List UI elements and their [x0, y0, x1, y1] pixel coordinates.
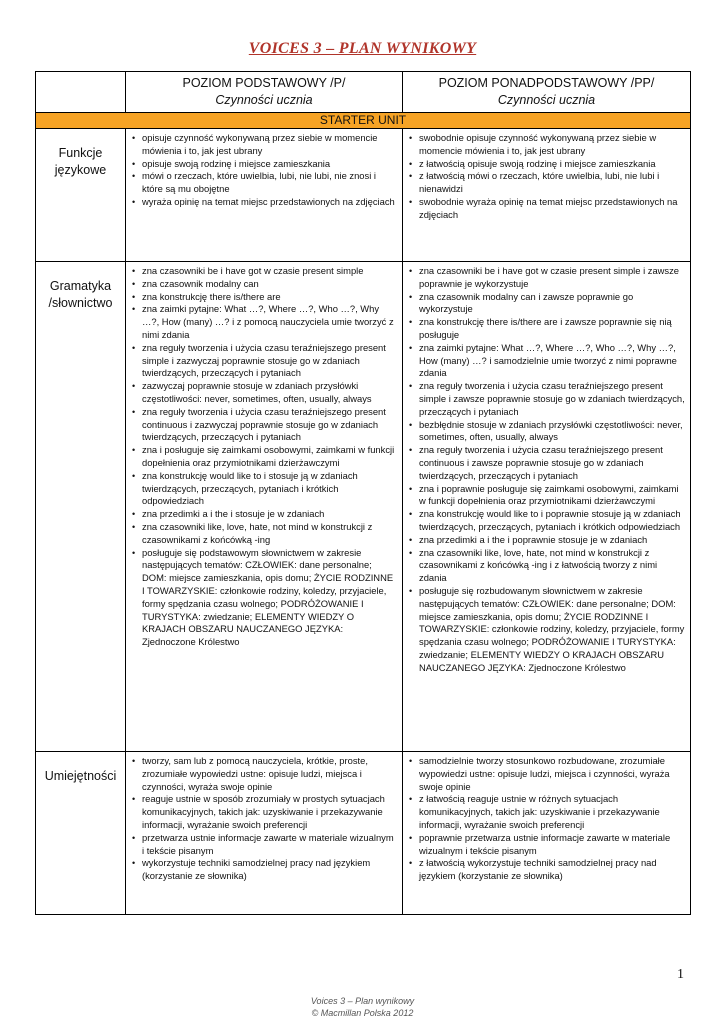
list-item: • swobodnie wyraża opinię na temat miejsc przedstawionych na zdjęciach: [419, 196, 686, 222]
table-row: [36, 129, 691, 262]
list-item: • zna przedimki a i the i poprawnie stosuje je w zdaniach: [419, 534, 686, 547]
basic-cell: [126, 752, 403, 915]
header-advanced-subtitle: Czynności ucznia: [497, 93, 596, 107]
table-row: [36, 752, 691, 915]
list-item: • zna i posługuje się zaimkami osobowymi, zaimkami w funkcji dopełnienia oraz przymiotnikami dzierżawczymi: [142, 444, 398, 470]
header-advanced-title: POZIOM PONADPODSTAWOWY /PP/: [438, 76, 655, 90]
list-item: • z łatwością reaguje ustnie w różnych sytuacjach komunikacyjnych, takich jak: uzyskiwanie i przekazywanie informacji, wyrażanie swoich preferencji: [419, 793, 686, 831]
bullet-list: [403, 752, 690, 887]
advanced-cell: [403, 129, 691, 262]
row-label-grammar: Gramatyka /słownictwo: [36, 262, 126, 752]
list-item: • z łatwością wykorzystuje techniki samodzielnej pracy nad językiem (korzystanie ze słownika): [419, 857, 686, 883]
bullet-list: [126, 752, 402, 887]
list-item: • wyraża opinię na temat miejsc przedstawionych na zdjęciach: [142, 196, 398, 209]
basic-cell: [126, 129, 403, 262]
unit-label: STARTER UNIT: [36, 113, 691, 129]
page-title: VOICES 3 – PLAN WYNIKOWY: [248, 40, 477, 57]
table-header-row: [36, 72, 691, 113]
list-item: • opisuje swoją rodzinę i miejsce zamieszkania: [142, 158, 398, 171]
list-item: • zna czasownik modalny can i zawsze poprawnie go wykorzystuje: [419, 291, 686, 317]
row-label-skills: Umiejętności: [36, 752, 126, 915]
list-item: • zna reguły tworzenia i użycia czasu teraźniejszego present simple i zawsze poprawnie stosuje go w zdaniach twierdzących, przeczących i pytaniach: [419, 380, 686, 418]
bullet-list: [126, 262, 402, 653]
list-item: • zna reguły tworzenia i użycia czasu teraźniejszego present simple i zazwyczaj poprawnie stosuje go w zdaniach twierdzących, przeczących i pytaniach: [142, 342, 398, 380]
list-item: • wykorzystuje techniki samodzielnej pracy nad językiem (korzystanie ze słownika): [142, 857, 398, 883]
page-number: 1: [677, 967, 684, 982]
list-item: • samodzielnie tworzy stosunkowo rozbudowane, zrozumiałe wypowiedzi ustne: opisuje ludzi, miejsca i czynności, wyraża swoje opinie: [419, 755, 686, 793]
list-item: • zna czasowniki like, love, hate, not mind w konstrukcji z czasownikami z końcówką -ing: [142, 521, 398, 547]
footer-line-1: Voices 3 – Plan wynikowy: [310, 996, 415, 1006]
row-label-functions: Funkcje językowe: [36, 129, 126, 262]
list-item: • zna czasowniki like, love, hate, not mind w konstrukcji z czasownikami z końcówką -ing i z łatwością tworzy z nimi zdania: [419, 547, 686, 585]
list-item: • zna konstrukcję would like to i poprawnie stosuje ją w zdaniach twierdzących, przeczących, pytaniach i krótkich odpowiedziach: [419, 508, 686, 534]
list-item: • zna przedimki a i the i stosuje je w zdaniach: [142, 508, 398, 521]
advanced-cell: [403, 262, 691, 752]
header-empty-cell: [36, 72, 126, 113]
footer: [0, 995, 725, 1019]
list-item: • posługuje się rozbudowanym słownictwem w zakresie następujących tematów: CZŁOWIEK: dane personalne; DOM: miejsce zamieszkania, opis domu; ŻYCIE RODZINNE I TOWARZYSKIE: członkowie rodziny, koledzy, przyjaciele, formy spędzania czasu wolnego; PODRÓŻOWANIE I TURYSTYKA: zwiedzanie; ELEMENTY WIEDZY O KRAJACH OBSZARU NAUCZANEGO JĘZYKA: Zjednoczone Królestwo: [419, 585, 686, 675]
header-basic-subtitle: Czynności ucznia: [215, 93, 313, 107]
list-item: • bezbłędnie stosuje w zdaniach przysłówki częstotliwości: never, sometimes, often, usually, always: [419, 419, 686, 445]
plan-table: [35, 71, 691, 915]
header-basic-title: POZIOM PODSTAWOWY /P/: [182, 76, 346, 90]
list-item: • z łatwością opisuje swoją rodzinę i miejsce zamieszkania: [419, 158, 686, 171]
table-row: [36, 262, 691, 752]
list-item: • z łatwością mówi o rzeczach, które uwielbia, lubi, nie lubi i nienawidzi: [419, 170, 686, 196]
list-item: • zna czasownik modalny can: [142, 278, 398, 291]
list-item: • mówi o rzeczach, które uwielbia, lubi, nie lubi, nie znosi i które są mu obojętne: [142, 170, 398, 196]
list-item: • zazwyczaj poprawnie stosuje w zdaniach przysłówki częstotliwości: never, sometimes, often, usually, always: [142, 380, 398, 406]
list-item: • zna konstrukcję would like to i stosuje ją w zdaniach twierdzących, przeczących, pytaniach i krótkich odpowiedziach: [142, 470, 398, 508]
list-item: • zna zaimki pytajne: What …?, Where …?, Who …?, Why …?, How (many) …? i z pomocą nauczyciela umie tworzyć z nimi zdania: [142, 303, 398, 341]
advanced-cell: [403, 752, 691, 915]
list-item: • zna konstrukcję there is/there are i zawsze poprawnie się nią posługuje: [419, 316, 686, 342]
list-item: • posługuje się podstawowym słownictwem w zakresie następujących tematów: CZŁOWIEK: dane personalne; DOM: miejsce zamieszkania, opis domu; ŻYCIE RODZINNE I TOWARZYSKIE: członkowie rodziny, koledzy, przyjaciele, formy spędzania czasu wolnego; PODRÓŻOWANIE I TURYSTYKA: zwiedzanie; ELEMENTY WIEDZY O KRAJACH OBSZARU NAUCZANEGO JĘZYKA: Zjednoczone Królestwo: [142, 547, 398, 649]
unit-row: [36, 113, 691, 129]
header-basic: [126, 72, 403, 113]
list-item: • zna reguły tworzenia i użycia czasu teraźniejszego present continuous i zawsze poprawnie stosuje go w zdaniach twierdzących, przeczących i pytaniach: [419, 444, 686, 482]
list-item: • zna i poprawnie posługuje się zaimkami osobowymi, zaimkami w funkcji dopełnienia oraz przymiotnikami dzierżawczymi: [419, 483, 686, 509]
list-item: • zna zaimki pytajne: What …?, Where …?, Who …?, Why …?, How (many) …? i samodzielnie umie tworzyć z nimi poprawne zdania: [419, 342, 686, 380]
footer-line-2: © Macmillan Polska 2012: [311, 1008, 414, 1018]
list-item: • reaguje ustnie w sposób zrozumiały w prostych sytuacjach komunikacyjnych, takich jak: uzyskiwanie i przekazywanie informacji, wyrażanie swoich preferencji: [142, 793, 398, 831]
list-item: • zna reguły tworzenia i użycia czasu teraźniejszego present continuous i zazwyczaj poprawnie stosuje go w zdaniach twierdzących, przeczących i pytaniach: [142, 406, 398, 444]
header-advanced: [403, 72, 691, 113]
basic-cell: [126, 262, 403, 752]
list-item: • tworzy, sam lub z pomocą nauczyciela, krótkie, proste, zrozumiałe wypowiedzi ustne: opisuje ludzi, miejsca i czynności, wyraża swoje opinie: [142, 755, 398, 793]
bullet-list: [403, 129, 690, 226]
list-item: • przetwarza ustnie informacje zawarte w materiale wizualnym i tekście pisanym: [142, 832, 398, 858]
list-item: • zna czasowniki be i have got w czasie present simple: [142, 265, 398, 278]
bullet-list: [403, 262, 690, 679]
list-item: • zna konstrukcję there is/there are: [142, 291, 398, 304]
list-item: • opisuje czynność wykonywaną przez siebie w momencie mówienia i to, jak jest ubrany: [142, 132, 398, 158]
bullet-list: [126, 129, 402, 213]
list-item: • zna czasowniki be i have got w czasie present simple i zawsze poprawnie je wykorzystuje: [419, 265, 686, 291]
list-item: • swobodnie opisuje czynność wykonywaną przez siebie w momencie mówienia i to, jak jest ubrany: [419, 132, 686, 158]
list-item: • poprawnie przetwarza ustnie informacje zawarte w materiale wizualnym i tekście pisanym: [419, 832, 686, 858]
